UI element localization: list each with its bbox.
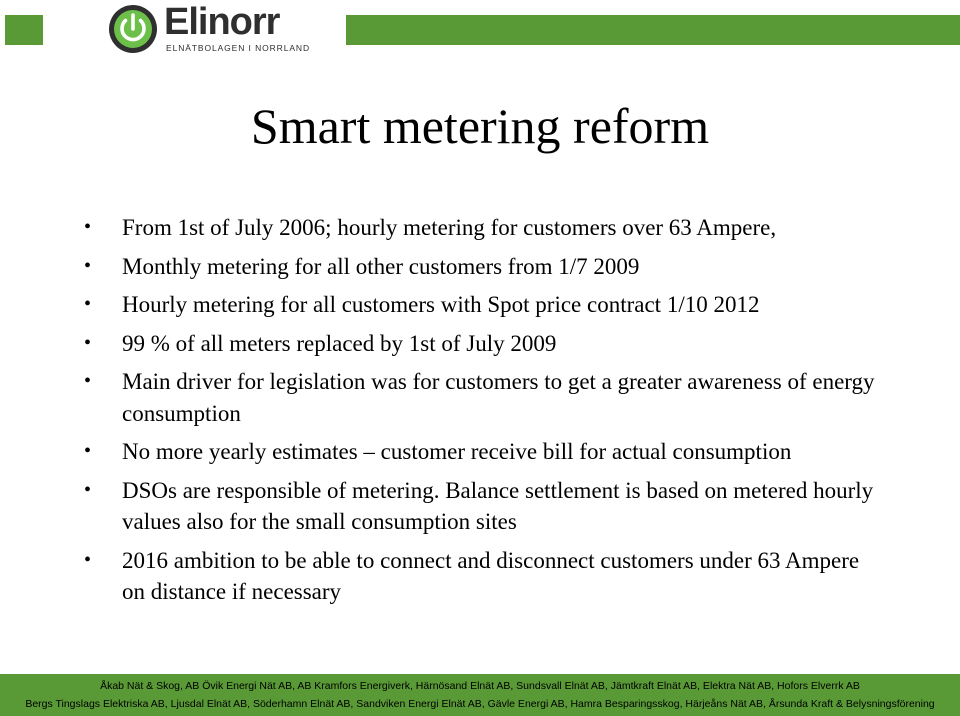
bullet-text: Monthly metering for all other customers from 1/7 2009: [122, 253, 640, 279]
bullet-list: [84, 212, 884, 615]
bullet-text: DSOs are responsible of metering. Balance settlement is based on metered hourly values also for the small consumption sites: [122, 477, 874, 534]
header-bar-left: [5, 15, 43, 45]
bullet-item: [84, 545, 884, 608]
header-bar-right: [346, 15, 960, 45]
bullet-item: [84, 212, 884, 244]
logo-tagline: ELNÄTBOLAGEN I NORRLAND: [166, 43, 310, 53]
bullet-text: From 1st of July 2006; hourly metering for customers over 63 Ampere,: [122, 215, 777, 240]
logo: [108, 1, 310, 54]
bullet-item: [84, 475, 884, 538]
bullet-text: 99 % of all meters replaced by 1st of July 2009: [122, 330, 557, 356]
power-icon: [108, 4, 158, 54]
bullet-item: [84, 436, 884, 468]
bullet-dot: •: [84, 478, 92, 501]
bullet-dot: •: [84, 370, 92, 392]
slide-title: Smart metering reform: [250, 98, 710, 154]
footer: [0, 674, 960, 716]
bullet-item: [84, 289, 884, 321]
bullet-text: No more yearly estimates – customer receive bill for actual consumption: [122, 439, 792, 464]
footer-line-1: Åkab Nät & Skog, AB Övik Energi Nät AB, AB Kramfors Energiverk, Härnösand Elnät AB, Sundsvall Elnät AB, Jämtkraft Elnät AB, Elektra Nät AB, Hofors Elverrk AB: [100, 680, 860, 692]
logo-wordmark: Elinorr: [164, 1, 280, 43]
bullet-text: Hourly metering for all customers with Spot price contract 1/10 2012: [122, 292, 760, 317]
bullet-dot: •: [84, 331, 92, 354]
bullet-dot: •: [84, 548, 92, 571]
bullet-item: [84, 366, 884, 429]
bullet-text: 2016 ambition to be able to connect and disconnect customers under 63 Ampere on distance if necessary: [122, 547, 860, 604]
bullet-dot: •: [84, 293, 92, 315]
bullet-dot: •: [84, 440, 92, 462]
bullet-item: [84, 328, 884, 360]
bullet-text: Main driver for legislation was for customers to get a greater awareness of energy consumption: [122, 369, 875, 426]
bullet-dot: •: [84, 254, 92, 277]
bullet-dot: •: [84, 216, 92, 238]
footer-line-2: Bergs Tingslags Elektriska AB, Ljusdal Elnät AB, Söderhamn Elnät AB, Sandviken Energi Elnät AB, Gävle Energi AB, Hamra Besparingsskog, Härjeåns Nät AB, Årsunda Kraft & Belysningsförening: [25, 698, 935, 710]
bullet-item: [84, 251, 884, 283]
